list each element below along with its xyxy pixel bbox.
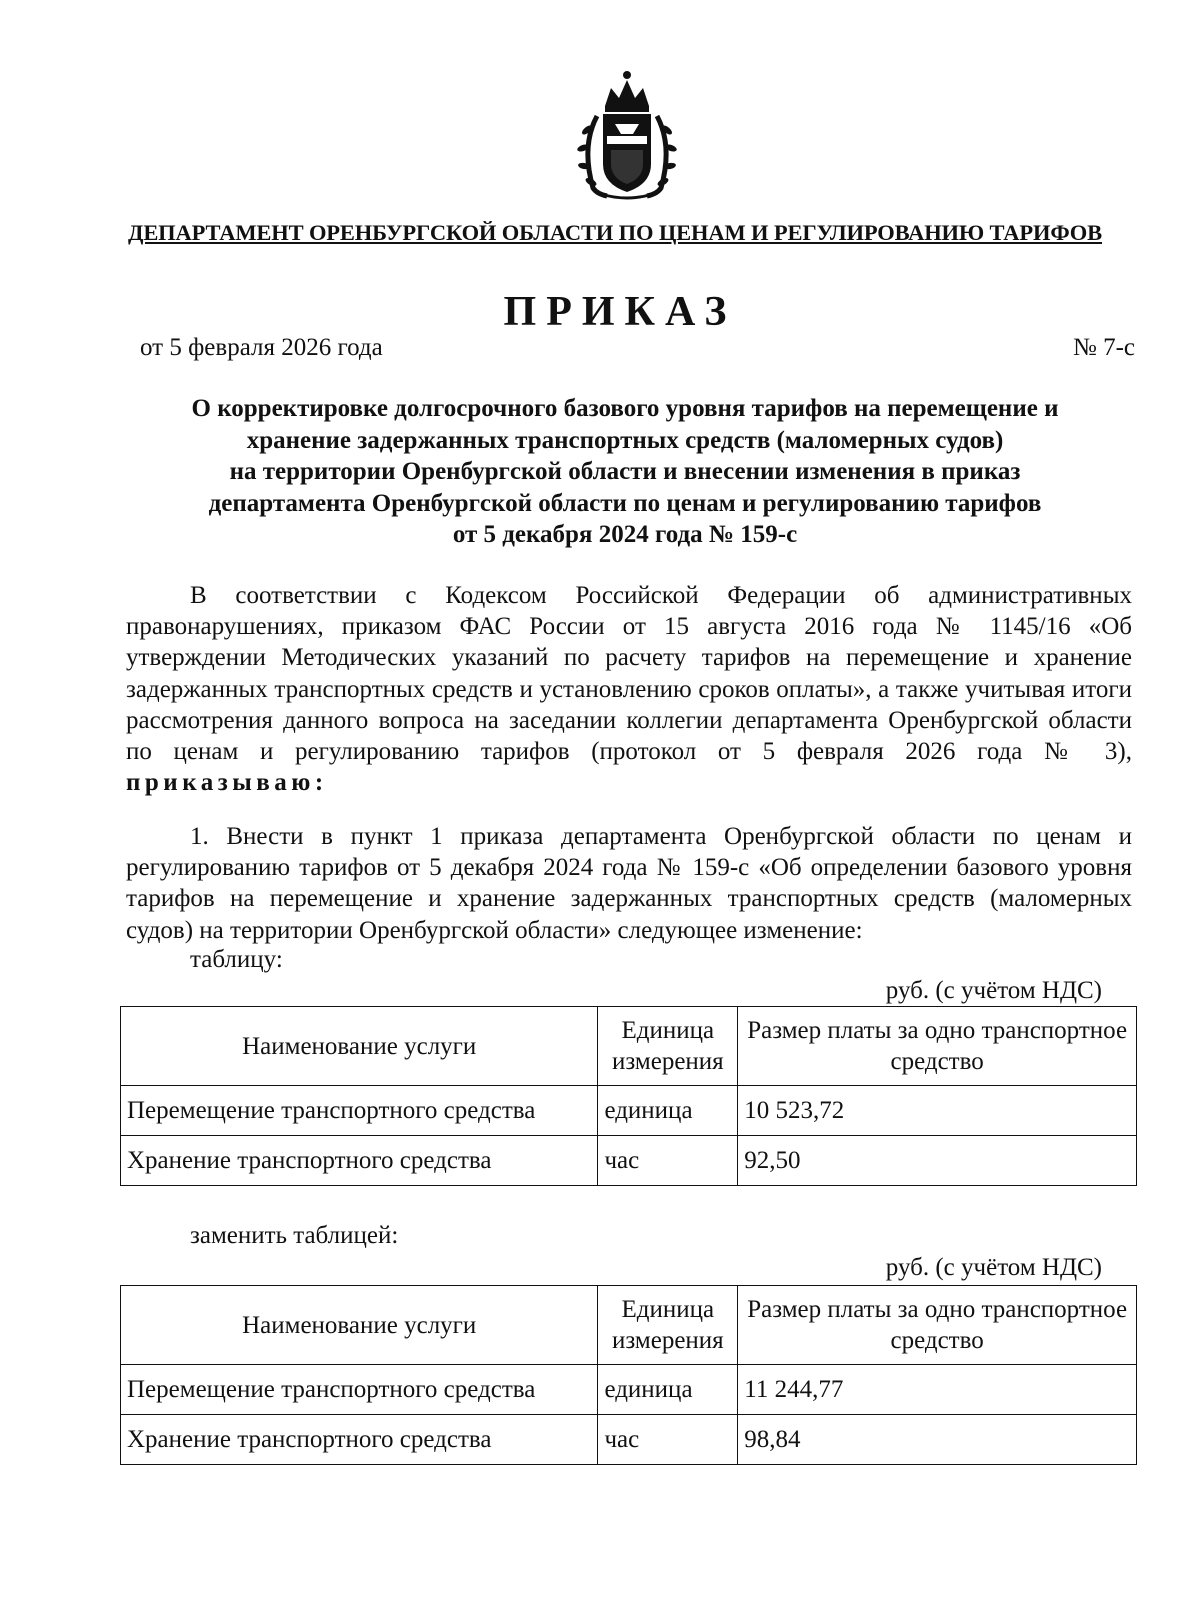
document-date: от 5 февраля 2026 года [140,334,383,361]
old-tariff-table [120,1006,1137,1186]
coat-of-arms-icon [567,66,687,202]
table-row [121,1086,1137,1136]
table-row [121,1365,1137,1415]
old-table-unit-note: руб. (с учётом НДС) [885,977,1102,1004]
header-price: Размер платы за одно транспортное средство [738,1286,1137,1365]
cell-unit: единица [598,1365,738,1415]
header-unit: Единица измерения [598,1007,738,1086]
document-subject [120,393,1130,551]
replace-label: заменить таблицей: [190,1222,399,1249]
item-1-paragraph: 1. Внести в пункт 1 приказа департамента Оренбургской области по ценам и регулированию тарифов от 5 декабря 2024 года № 159-с «Об определении базового уровня тарифов на перемещение и хранение задержанных транспортных средств (маломерных судов) на территории Оренбургской области» следующее изменение: [126,823,1132,944]
table-label: таблицу: [190,946,283,973]
header-service: Наименование услуги [121,1007,598,1086]
cell-unit: час [598,1136,738,1186]
subject-line: департамента Оренбургской области по ценам и регулированию тарифов [208,489,1042,517]
cell-unit: единица [598,1086,738,1136]
document-title: ПРИКАЗ [503,289,737,335]
cell-unit: час [598,1415,738,1465]
department-name: ДЕПАРТАМЕНТ ОРЕНБУРГСКОЙ ОБЛАСТИ ПО ЦЕНАМ И РЕГУЛИРОВАНИЮ ТАРИФОВ [127,220,1102,245]
document-number: № 7-с [1072,334,1135,361]
cell-price: 11 244,77 [738,1365,1137,1415]
order-word: приказываю: [126,769,328,797]
table-row [121,1415,1137,1465]
date-number-line [140,334,1135,362]
header-service: Наименование услуги [121,1286,598,1365]
new-table-unit-note: руб. (с учётом НДС) [885,1254,1102,1281]
subject-line: хранение задержанных транспортных средств (маломерных судов) [246,426,1004,454]
subject-line: от 5 декабря 2024 года № 159-с [452,521,798,549]
cell-price: 98,84 [738,1415,1137,1465]
cell-service: Перемещение транспортного средства [121,1365,598,1415]
subject-line: на территории Оренбургской области и внесении изменения в приказ [229,458,1021,486]
new-tariff-table [120,1285,1137,1465]
cell-service: Хранение транспортного средства [121,1136,598,1186]
cell-service: Перемещение транспортного средства [121,1086,598,1136]
table-header-row [121,1007,1137,1086]
header-unit: Единица измерения [598,1286,738,1365]
preamble-paragraph [126,580,1132,798]
preamble-text: В соответствии с Кодексом Российской Федерации об административных правонарушениях, приказом ФАС России от 15 августа 2016 года № 1145/16 «Об утверждении Методических указаний по расчету тарифов на перемещение и хранение задержанных транспортных средств и установлению сроков оплаты», а также учитывая итоги рассмотрения данного вопроса на заседании коллегии департамента Оренбургской области по ценам и регулированию тарифов (протокол от 5 февраля 2026 года № 3), [126,582,1132,766]
header-price: Размер платы за одно транспортное средство [738,1007,1137,1086]
cell-service: Хранение транспортного средства [121,1415,598,1465]
table-row [121,1136,1137,1186]
cell-price: 92,50 [738,1136,1137,1186]
cell-price: 10 523,72 [738,1086,1137,1136]
subject-line: О корректировке долгосрочного базового уровня тарифов на перемещение и [191,395,1059,422]
table-header-row [121,1286,1137,1365]
